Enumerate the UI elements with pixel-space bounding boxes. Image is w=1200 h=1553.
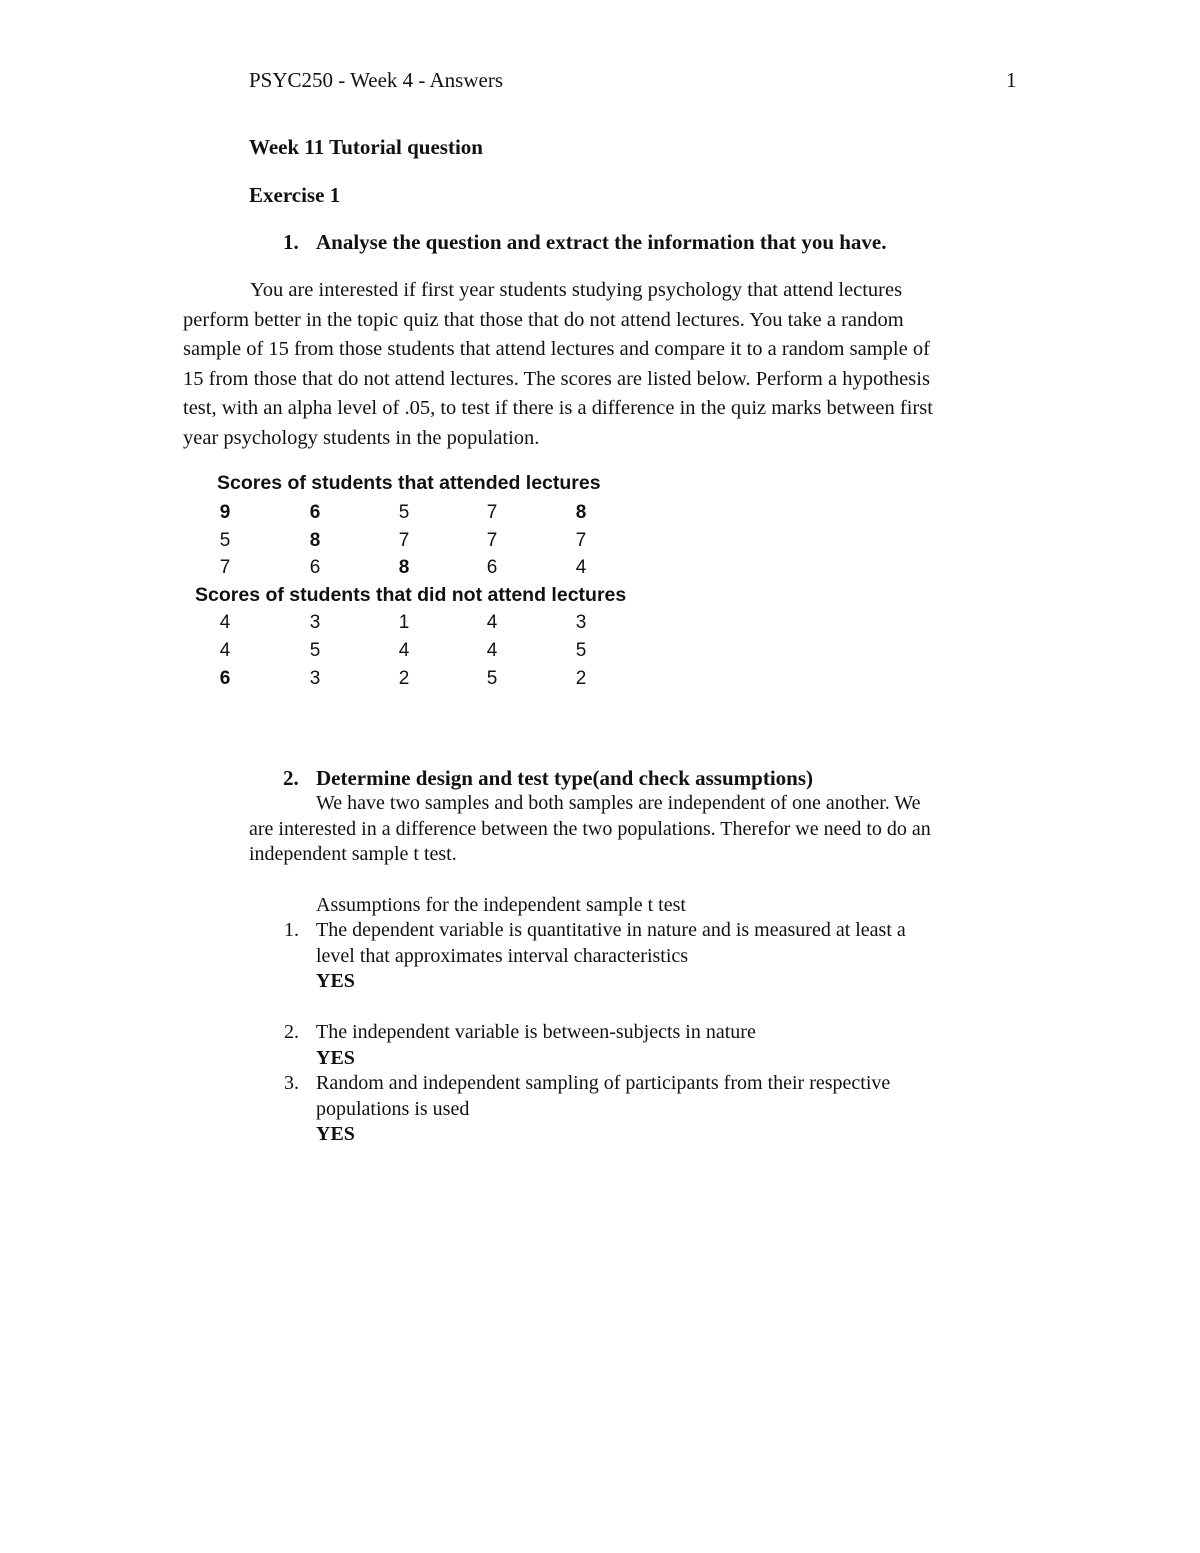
table-cell: 4 <box>486 640 498 661</box>
table-cell: 7 <box>486 502 498 523</box>
design-paragraph <box>249 791 1029 868</box>
table-cell: 7 <box>486 530 498 551</box>
assumption-item <box>316 918 1016 995</box>
step2-number: 2. <box>283 766 299 790</box>
table-cell: 1 <box>398 612 410 633</box>
assumption-item <box>316 1071 1016 1148</box>
table-cell: 6 <box>309 557 321 578</box>
table-cell: 4 <box>575 557 587 578</box>
design-line: independent sample t test. <box>249 843 457 865</box>
table-cell: 8 <box>398 557 410 578</box>
table-cell: 4 <box>219 640 231 661</box>
assumptions-title: Assumptions for the independent sample t test <box>316 894 686 916</box>
assumption-answer: YES <box>316 1123 355 1145</box>
table-cell: 5 <box>398 502 410 523</box>
table-cell: 8 <box>309 530 321 551</box>
table-cell: 6 <box>219 668 231 689</box>
design-line: are interested in a difference between the two populations. Therefor we need to do an <box>249 817 931 840</box>
assumption-answer: YES <box>316 970 355 992</box>
design-line: We have two samples and both samples are independent of one another. We <box>316 792 921 814</box>
table-cell: 4 <box>398 640 410 661</box>
step1-number: 1. <box>283 230 299 254</box>
table-cell: 3 <box>309 612 321 633</box>
table-cell: 5 <box>219 530 231 551</box>
assumption-number: 2. <box>284 1021 299 1043</box>
table-cell: 9 <box>219 502 231 523</box>
assumption-item <box>316 1020 1016 1071</box>
assumption-number: 1. <box>284 919 299 941</box>
table-cell: 5 <box>575 640 587 661</box>
table-cell: 2 <box>575 668 587 689</box>
assumption-number: 3. <box>284 1072 299 1094</box>
paragraph-line: 15 from those that do not attend lectures. The scores are listed below. Perform a hypothesis <box>183 367 930 390</box>
table-cell: 7 <box>398 530 410 551</box>
paragraph-line: perform better in the topic quiz that those that do not attend lectures. You take a random <box>183 308 904 331</box>
table-cell: 4 <box>486 612 498 633</box>
assumption-answer: YES <box>316 1046 355 1069</box>
assumption-text: The dependent variable is quantitative in nature and is measured at least a <box>316 919 906 941</box>
table-cell: 7 <box>575 530 587 551</box>
step1-title: Analyse the question and extract the information that you have. <box>316 230 887 254</box>
assumption-text: level that approximates interval characteristics <box>316 944 689 967</box>
paragraph-line: You are interested if first year students studying psychology that attend lectures <box>250 279 903 301</box>
table-cell: 7 <box>219 557 231 578</box>
table-cell: 2 <box>398 668 410 689</box>
table-cell: 3 <box>575 612 587 633</box>
table-cell: 4 <box>219 612 231 633</box>
assumption-text: Random and independent sampling of participants from their respective <box>316 1072 891 1094</box>
paragraph-line: year psychology students in the population. <box>183 426 540 449</box>
table-cell: 3 <box>309 668 321 689</box>
table-cell: 8 <box>575 502 587 523</box>
question-paragraph <box>183 276 1013 453</box>
running-head: PSYC250 - Week 4 - Answers <box>249 68 503 92</box>
table-cell: 5 <box>486 668 498 689</box>
paragraph-line: test, with an alpha level of .05, to test if there is a difference in the quiz marks between first <box>183 397 933 419</box>
table-cell: 5 <box>309 640 321 661</box>
assumption-text: The independent variable is between-subjects in nature <box>316 1021 756 1043</box>
page-number: 1 <box>1006 68 1017 92</box>
table-cell: 6 <box>486 557 498 578</box>
exercise-heading: Exercise 1 <box>249 183 341 207</box>
assumption-text: populations is used <box>316 1097 470 1120</box>
table-cell: 6 <box>309 502 321 523</box>
attended-table-caption: Scores of students that attended lectures <box>217 472 601 494</box>
page-title: Week 11 Tutorial question <box>249 135 483 159</box>
step2-title: Determine design and test type(and check assumptions) <box>316 766 814 790</box>
not-attended-table-caption: Scores of students that did not attend lectures <box>195 584 627 606</box>
paragraph-line: sample of 15 from those students that attend lectures and compare it to a random sample of <box>183 338 930 360</box>
